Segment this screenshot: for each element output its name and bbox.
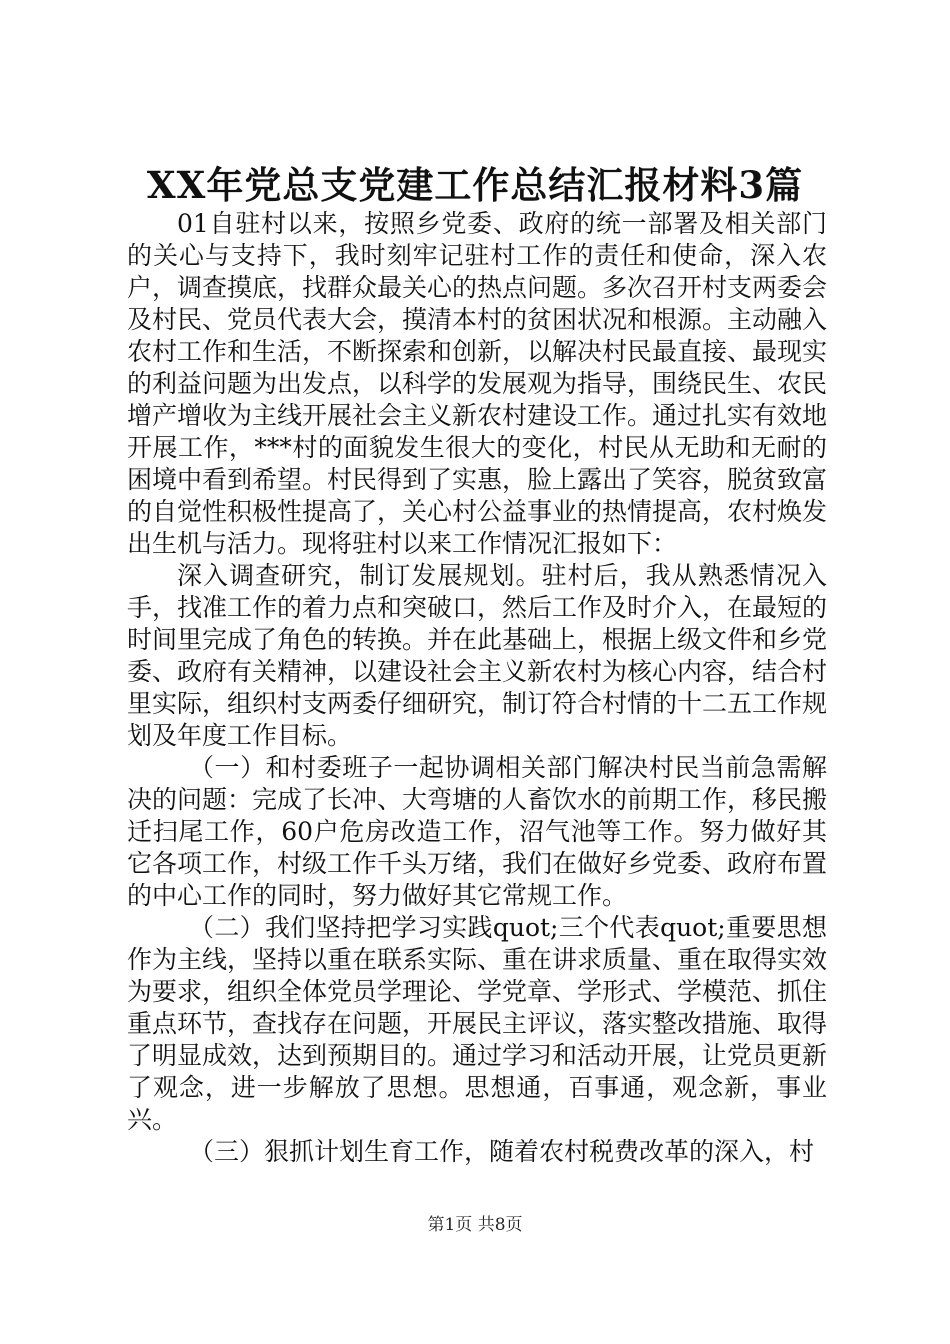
page-number: 第1页 共8页 — [427, 1215, 523, 1235]
paragraph-section-1: （一）和村委班子一起协调相关部门解决村民当前急需解决的问题：完成了长冲、大弯塘的人畜饮水的前期工作，移民搬迁扫尾工作，60户危房改造工作，沼气池等工作。努力做好其它各项工作，村级工作千头万绪，我们在做好乡党委、政府布置的中心工作的同时，努力做好其它常规工作。 — [127, 753, 828, 910]
paragraph-intro: 01自驻村以来，按照乡党委、政府的统一部署及相关部门的关心与支持下，我时刻牢记驻村工作的责任和使命，深入农户，调查摸底，找群众最关心的热点问题。多次召开村支两委会及村民、党员代表大会，摸清本村的贫困状况和根源。主动融入农村工作和生活，不断探索和创新，以解决村民最直接、最现实的利益问题为出发点，以科学的发展观为指导，围绕民生、农民增产增收为主线开展社会主义新农村建设工作。通过扎实有效地开展工作，***村的面貌发生很大的变化，村民从无助和无耐的困境中看到希望。村民得到了实惠，脸上露出了笑容，脱贫致富的自觉性积极性提高了，关心村公益事业的热情提高，农村焕发出生机与活力。现将驻村以来工作情况汇报如下： — [127, 209, 828, 558]
paragraph-planning: 深入调查研究，制订发展规划。驻村后，我从熟悉情况入手，找准工作的着力点和突破口，然后工作及时介入，在最短的时间里完成了角色的转换。并在此基础上，根据上级文件和乡党委、政府有关精神，以建设社会主义新农村为核心内容，结合村里实际，组织村支两委仔细研究，制订符合村情的十二五工作规划及年度工作目标。 — [127, 561, 828, 750]
document-body — [127, 208, 827, 1168]
paragraph-section-3: （三）狠抓计划生育工作，随着农村税费改革的深入，村 — [189, 1137, 815, 1166]
document-title: XX年党总支党建工作总结汇报材料3篇 — [146, 163, 804, 207]
paragraph-section-2: （二）我们坚持把学习实践quot;三个代表quot;重要思想作为主线，坚持以重在联系实际、重在讲求质量、重在取得实效为要求，组织全体党员学理论、学党章、学形式、学模范、抓住重点环节，查找存在问题，开展民主评议，落实整改措施、取得了明显成效，达到预期目的。通过学习和活动开展，让党员更新了观念，进一步解放了思想。思想通，百事通，观念新，事业兴。 — [127, 913, 828, 1134]
